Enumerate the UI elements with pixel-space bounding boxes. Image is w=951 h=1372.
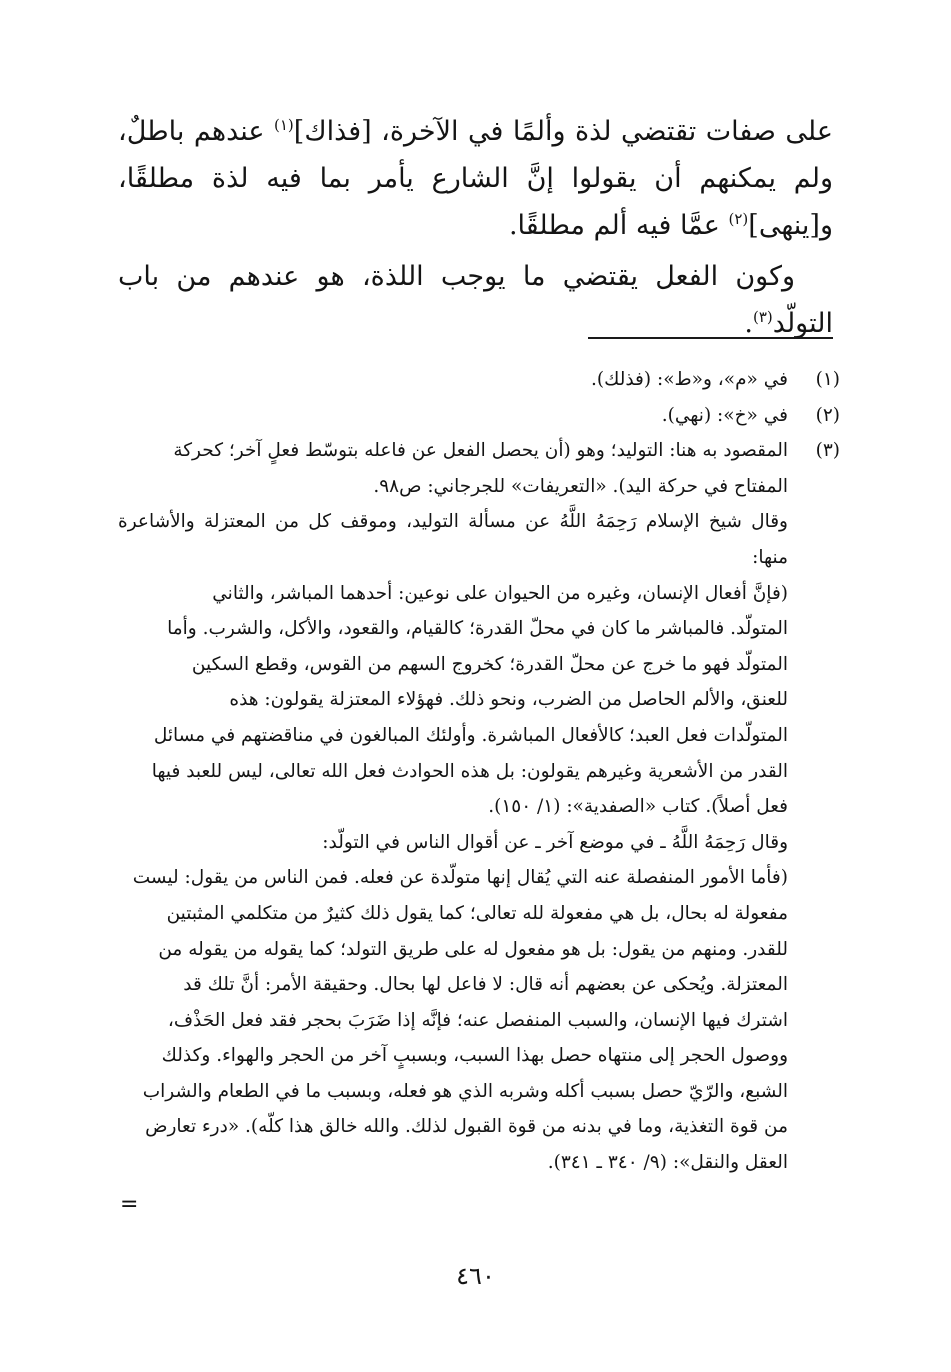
continuation-mark: = bbox=[120, 1192, 139, 1217]
footnote-line: وقال رَحِمَهُ اللَّهُ ـ في موضع آخر ـ عن أقوال الناس في التولّد: bbox=[322, 831, 788, 853]
footnote-line: (فإنَّ أفعال الإنسان، وغيره من الحيوان على نوعين: أحدهما المباشر، والثاني bbox=[212, 582, 788, 604]
footnote-ref-1[interactable]: (١) bbox=[274, 116, 294, 134]
footnote-3 bbox=[118, 433, 840, 1180]
text-run: عندهم باطلٌ، ولم يمكنهم أن يقولوا إنَّ الشارع يأمر بما فيه لذة مطلقًا، و[ينهى] bbox=[118, 116, 833, 241]
main-paragraph-2 bbox=[118, 253, 833, 347]
footnote-line: مفعولة له بحال، بل هي مفعولة لله تعالى؛ كما يقول ذلك كثيرٌ من متكلمي المثبتين bbox=[166, 902, 788, 924]
footnote-line: الشبع، والرّيّ حصل بسبب أكله وشربه الذي هو فعله، وبسبب ما في الطعام والشراب bbox=[142, 1080, 788, 1102]
footnote-line: ووصول الحجر إلى منتهاه حصل بهذا السبب، وبسببٍ آخر من الحجر والهواء. وكذلك bbox=[161, 1045, 788, 1067]
footnote-line: اشترك فيها الإنسان، والسبب المنفصل عنه؛ فإنَّه إذا ضَرَبَ بحجر فقد فعل الحَذْف، bbox=[167, 1009, 788, 1031]
footnote-line: المتولّد. فالمباشر ما كان في محلّ القدرة؛ كالقيام، والقعود، والأكل، والشرب. وأما bbox=[167, 618, 788, 640]
footnote-line: المقصود به هنا: التوليد؛ وهو (أن يحصل الفعل عن فاعله بتوسّط فعلٍ آخر؛ كحركة bbox=[173, 440, 788, 462]
footnotes bbox=[118, 362, 840, 1181]
footnote-line: (فأما الأمور المنفصلة عنه التي يُقال إنها متولّدة عن فعله. فمن الناس من يقول: ليست bbox=[132, 867, 788, 889]
footnote-line: للعنق، والألم الحاصل من الضرب، ونحو ذلك. فهؤلاء المعتزلة يقولون: هذه bbox=[229, 689, 788, 711]
footnote-line: من قوة التغذية، وما في بدنه من قوة القبول لذلك. والله خالق هذا كلّه). «درء تعارض bbox=[145, 1116, 788, 1138]
footnote-line: القدر من الأشعرية وغيرهم يقولون: بل هذه الحوادث فعل الله تعالى، ليس للعبد فيها bbox=[151, 760, 788, 782]
footnote-line: وقال شيخ الإسلام رَحِمَهُ اللَّهُ عن مسألة التوليد، وموقف كل من المعتزلة والأشاعرة منها: bbox=[118, 511, 788, 568]
footnote-separator bbox=[588, 337, 833, 339]
footnote-line: في «م»، و«ط»: (فذلك). bbox=[591, 369, 788, 390]
footnote-line: فعل أصلاً). كتاب «الصفدية»: (١/ ١٥٠). bbox=[488, 796, 788, 818]
footnote-line: المعتزلة. ويُحكى عن بعضهم أنه قال: لا فاعل لها بحال. وحقيقة الأمر: أنَّ تلك قد bbox=[183, 974, 788, 996]
footnote-line: المفتاح في حركة اليد). «التعريفات» للجرجاني: ص٩٨. bbox=[373, 475, 788, 497]
footnote-number: (١) bbox=[815, 369, 840, 390]
footnote-ref-3[interactable]: (٣) bbox=[752, 308, 773, 326]
footnote-line: المتولّدات فعل العبد؛ كالأفعال المباشرة. وأولئك المبالغون في مناقضتهم في مسائل bbox=[153, 724, 788, 746]
text-run: وكون الفعل يقتضي ما يوجب اللذة، هو عندهم من باب التولّد bbox=[118, 261, 833, 339]
footnote-line: للقدر. ومنهم من يقول: بل هو مفعول له على طريق التولد؛ كما يقوله من يقوله من bbox=[158, 938, 788, 960]
main-paragraph-1 bbox=[118, 108, 833, 249]
footnote-line: المتولّد فهو ما خرج عن محلّ القدرة؛ كخروج السهم من القوس، وقطع السكين bbox=[191, 653, 788, 675]
text-run: على صفات تقتضي لذة وألمًا في الآخرة، [فذاك] bbox=[293, 116, 833, 147]
text-run: . bbox=[744, 308, 753, 339]
footnote-line: العقل والنقل»: (٩/ ٣٤٠ ـ ٣٤١). bbox=[547, 1152, 788, 1174]
footnote-2 bbox=[118, 398, 840, 434]
page-number: ٤٦٠ bbox=[456, 1262, 495, 1290]
footnote-number: (٢) bbox=[815, 404, 840, 426]
footnote-ref-2[interactable]: (٢) bbox=[728, 210, 749, 228]
text-run: عمَّا فيه ألم مطلقًا. bbox=[508, 210, 729, 241]
main-text bbox=[118, 108, 833, 347]
footnote-line: في «خ»: (نهي). bbox=[661, 404, 788, 426]
footnote-number: (٣) bbox=[815, 440, 840, 462]
footnote-1 bbox=[118, 362, 840, 398]
